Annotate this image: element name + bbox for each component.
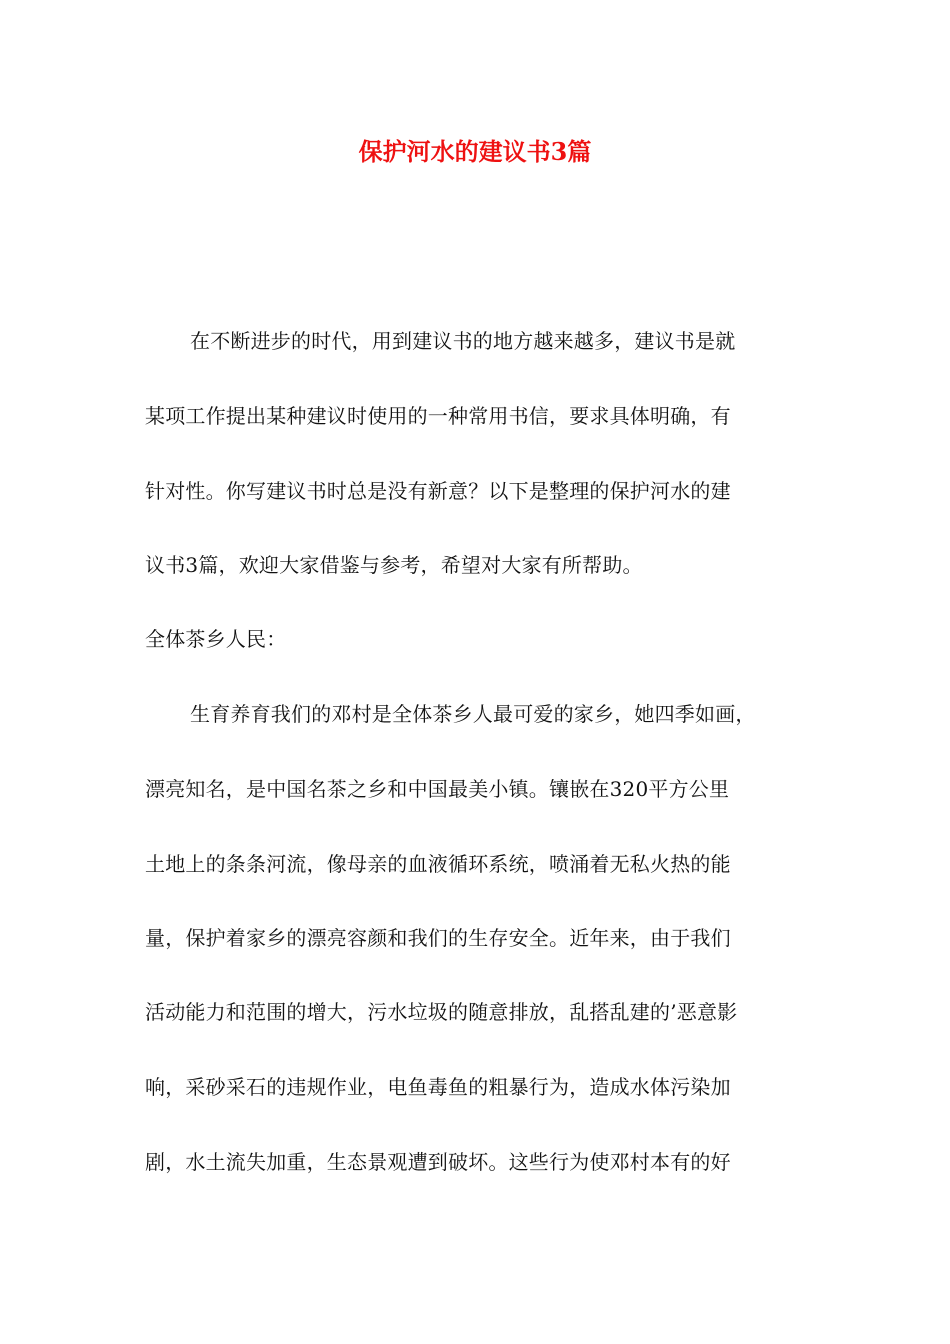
document-title: 保护河水的建议书3篇 xyxy=(358,137,592,166)
paragraph-line: 议书3篇，欢迎大家借鉴与参考，希望对大家有所帮助。 xyxy=(145,553,643,577)
paragraph-line: 响，采砂采石的违规作业，电鱼毒鱼的粗暴行为，造成水体污染加 xyxy=(145,1075,731,1099)
paragraph-line: 剧，水土流失加重，生态景观遭到破坏。这些行为使邓村本有的好 xyxy=(145,1150,731,1174)
salutation-line: 全体茶乡人民： xyxy=(145,627,287,651)
paragraph-line: 在不断进步的时代，用到建议书的地方越来越多，建议书是就 xyxy=(190,329,736,353)
paragraph-line: 土地上的条条河流，像母亲的血液循环系统，喷涌着无私火热的能 xyxy=(145,852,731,876)
paragraph-line: 量，保护着家乡的漂亮容颜和我们的生存安全。近年来，由于我们 xyxy=(145,926,731,950)
paragraph-line: 生育养育我们的邓村是全体茶乡人最可爱的家乡，她四季如画， xyxy=(190,702,756,726)
paragraph-line: 某项工作提出某种建议时使用的一种常用书信，要求具体明确，有 xyxy=(145,404,731,428)
paragraph-line: 漂亮知名，是中国名茶之乡和中国最美小镇。镶嵌在320平方公里 xyxy=(145,777,730,801)
paragraph-line: 活动能力和范围的增大，污水垃圾的随意排放，乱搭乱建的’恶意影 xyxy=(145,1000,738,1024)
paragraph-line: 针对性。你写建议书时总是没有新意？以下是整理的保护河水的建 xyxy=(145,479,731,503)
